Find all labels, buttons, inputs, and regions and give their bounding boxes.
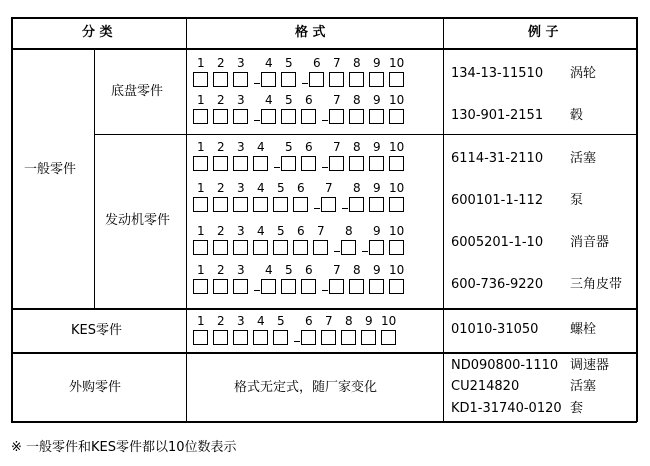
digit-position-label: 1 — [197, 224, 205, 238]
outsourced-format-text: 格式无定式，随厂家变化 — [234, 380, 378, 395]
digit-box — [309, 72, 324, 87]
digit-position-label: 8 — [353, 93, 361, 107]
digit-position-label: 6 — [313, 56, 321, 70]
example-part-name: 螺栓 — [570, 322, 597, 337]
digit-position-label: 1 — [197, 314, 205, 328]
group-general: 一般零件 — [24, 162, 77, 177]
digit-position-label: 8 — [345, 224, 353, 238]
digit-position-label: 1 — [197, 181, 205, 195]
digit-position-label: 1 — [197, 93, 205, 107]
digit-box — [253, 197, 268, 212]
digit-position-label: 5 — [285, 56, 293, 70]
digit-box — [213, 156, 228, 171]
digit-box — [389, 156, 404, 171]
header-example: 例 子 — [528, 25, 559, 40]
digit-box — [369, 156, 384, 171]
digit-box — [349, 156, 364, 171]
group-kes: KES零件 — [71, 323, 122, 338]
digit-position-label: 3 — [237, 140, 245, 154]
digit-box — [261, 72, 276, 87]
digit-box — [389, 197, 404, 212]
digit-position-label: 4 — [265, 56, 273, 70]
example-part-name: 活塞 — [570, 151, 597, 166]
digit-box — [313, 240, 328, 255]
digit-position-label: 3 — [237, 181, 245, 195]
digit-box — [349, 72, 364, 87]
separator-dash — [322, 120, 328, 121]
digit-position-label: 10 — [389, 140, 405, 154]
digit-position-label: 8 — [353, 263, 361, 277]
digit-box — [301, 156, 316, 171]
separator-dash — [342, 208, 348, 209]
separator-dash — [294, 341, 300, 342]
digit-position-label: 4 — [257, 314, 265, 328]
digit-box — [369, 240, 384, 255]
separator-dash — [362, 251, 368, 252]
digit-box — [349, 279, 364, 294]
digit-box — [369, 72, 384, 87]
group-engine: 发动机零件 — [105, 213, 171, 228]
digit-position-label: 10 — [389, 224, 405, 238]
group-outsourced: 外购零件 — [69, 380, 122, 395]
digit-box — [361, 330, 376, 345]
digit-position-label: 3 — [237, 263, 245, 277]
digit-position-label: 8 — [353, 181, 361, 195]
separator-dash — [274, 167, 280, 168]
digit-position-label: 7 — [333, 93, 341, 107]
digit-position-label: 1 — [197, 140, 205, 154]
digit-box — [329, 279, 344, 294]
digit-box — [349, 197, 364, 212]
digit-position-label: 3 — [237, 93, 245, 107]
digit-position-label: 9 — [373, 181, 381, 195]
digit-box — [381, 330, 396, 345]
digit-box — [281, 72, 296, 87]
digit-box — [321, 330, 336, 345]
separator-dash — [322, 167, 328, 168]
digit-box — [213, 72, 228, 87]
digit-box — [261, 279, 276, 294]
digit-position-label: 9 — [373, 224, 381, 238]
digit-position-label: 10 — [389, 181, 405, 195]
digit-position-label: 9 — [373, 56, 381, 70]
example-part-name: 泵 — [570, 193, 584, 208]
digit-box — [369, 197, 384, 212]
digit-position-label: 7 — [325, 181, 333, 195]
digit-position-label: 2 — [217, 56, 225, 70]
digit-box — [281, 156, 296, 171]
digit-position-label: 4 — [265, 93, 273, 107]
digit-box — [341, 330, 356, 345]
digit-position-label: 5 — [285, 263, 293, 277]
digit-position-label: 9 — [373, 263, 381, 277]
digit-box — [213, 330, 228, 345]
digit-position-label: 2 — [217, 93, 225, 107]
digit-box — [293, 240, 308, 255]
digit-position-label: 10 — [381, 314, 397, 328]
digit-position-label: 9 — [373, 93, 381, 107]
digit-position-label: 10 — [389, 263, 405, 277]
digit-position-label: 2 — [217, 140, 225, 154]
digit-position-label: 4 — [257, 181, 265, 195]
digit-box — [349, 109, 364, 124]
separator-dash — [302, 83, 308, 84]
digit-box — [193, 240, 208, 255]
digit-position-label: 2 — [217, 224, 225, 238]
digit-box — [329, 109, 344, 124]
digit-position-label: 8 — [353, 140, 361, 154]
separator-dash — [322, 290, 328, 291]
example-part-name: 三角皮带 — [570, 277, 623, 292]
digit-position-label: 4 — [257, 224, 265, 238]
digit-box — [281, 279, 296, 294]
separator-dash — [334, 251, 340, 252]
digit-position-label: 6 — [297, 181, 305, 195]
header-category: 分 类 — [82, 25, 113, 40]
digit-box — [233, 109, 248, 124]
digit-position-label: 4 — [257, 140, 265, 154]
digit-position-label: 8 — [353, 56, 361, 70]
example-code: 600-736-9220 — [451, 277, 544, 292]
digit-position-label: 3 — [237, 314, 245, 328]
digit-position-label: 8 — [345, 314, 353, 328]
digit-position-label: 2 — [217, 314, 225, 328]
digit-position-label: 3 — [237, 56, 245, 70]
outsourced-example-code: CU214820 — [451, 379, 520, 394]
digit-position-label: 6 — [305, 314, 313, 328]
digit-box — [213, 109, 228, 124]
digit-box — [233, 279, 248, 294]
digit-box — [233, 197, 248, 212]
digit-box — [273, 330, 288, 345]
digit-position-label: 2 — [217, 263, 225, 277]
digit-position-label: 3 — [237, 224, 245, 238]
digit-box — [273, 197, 288, 212]
digit-box — [193, 330, 208, 345]
digit-box — [213, 240, 228, 255]
digit-box — [253, 240, 268, 255]
digit-position-label: 9 — [365, 314, 373, 328]
digit-position-label: 6 — [305, 140, 313, 154]
example-code: 134-13-11510 — [451, 66, 544, 81]
digit-box — [253, 330, 268, 345]
digit-box — [301, 279, 316, 294]
digit-box — [193, 72, 208, 87]
digit-position-label: 10 — [389, 93, 405, 107]
digit-position-label: 1 — [197, 56, 205, 70]
separator-dash — [254, 290, 260, 291]
separator-dash — [254, 120, 260, 121]
digit-box — [233, 156, 248, 171]
digit-box — [233, 330, 248, 345]
footnote: ※ 一般零件和KES零件都以10位数表示 — [11, 440, 237, 455]
digit-box — [389, 72, 404, 87]
digit-position-label: 6 — [305, 263, 313, 277]
digit-position-label: 7 — [333, 56, 341, 70]
digit-box — [369, 109, 384, 124]
digit-position-label: 5 — [285, 93, 293, 107]
digit-position-label: 5 — [277, 224, 285, 238]
example-code: 6005201-1-10 — [451, 235, 544, 250]
example-code: 01010-31050 — [451, 322, 539, 337]
digit-box — [321, 197, 336, 212]
header-format: 格 式 — [295, 25, 326, 40]
digit-position-label: 7 — [317, 224, 325, 238]
digit-box — [293, 197, 308, 212]
digit-position-label: 7 — [333, 263, 341, 277]
digit-position-label: 5 — [285, 140, 293, 154]
digit-position-label: 9 — [373, 140, 381, 154]
digit-box — [253, 156, 268, 171]
outsourced-example-name: 调速器 — [570, 358, 610, 373]
separator-dash — [254, 83, 260, 84]
digit-position-label: 6 — [297, 224, 305, 238]
digit-box — [369, 279, 384, 294]
digit-position-label: 5 — [277, 181, 285, 195]
example-part-name: 消音器 — [570, 235, 610, 250]
digit-box — [389, 279, 404, 294]
digit-box — [273, 240, 288, 255]
digit-position-label: 2 — [217, 181, 225, 195]
digit-box — [389, 109, 404, 124]
outsourced-example-name: 套 — [570, 401, 584, 416]
digit-box — [213, 197, 228, 212]
digit-box — [329, 156, 344, 171]
example-code: 6114-31-2110 — [451, 151, 544, 166]
example-part-name: 毂 — [570, 108, 584, 123]
digit-box — [281, 109, 296, 124]
digit-position-label: 10 — [389, 56, 405, 70]
example-code: 130-901-2151 — [451, 108, 544, 123]
digit-position-label: 1 — [197, 263, 205, 277]
outsourced-example-code: ND090800-1110 — [451, 358, 559, 373]
digit-position-label: 7 — [325, 314, 333, 328]
example-code: 600101-1-112 — [451, 193, 544, 208]
separator-dash — [314, 208, 320, 209]
example-part-name: 涡轮 — [570, 66, 597, 81]
outsourced-example-name: 活塞 — [570, 379, 597, 394]
digit-box — [213, 279, 228, 294]
digit-box — [329, 72, 344, 87]
group-chassis: 底盘零件 — [111, 84, 164, 99]
digit-box — [261, 109, 276, 124]
outsourced-example-code: KD1-31740-0120 — [451, 401, 562, 416]
digit-box — [193, 156, 208, 171]
digit-box — [193, 109, 208, 124]
digit-box — [193, 197, 208, 212]
digit-position-label: 5 — [277, 314, 285, 328]
digit-box — [389, 240, 404, 255]
digit-box — [341, 240, 356, 255]
digit-position-label: 7 — [333, 140, 341, 154]
digit-box — [233, 240, 248, 255]
digit-box — [193, 279, 208, 294]
digit-box — [233, 72, 248, 87]
digit-position-label: 6 — [305, 93, 313, 107]
digit-box — [301, 109, 316, 124]
digit-box — [301, 330, 316, 345]
digit-position-label: 4 — [265, 263, 273, 277]
